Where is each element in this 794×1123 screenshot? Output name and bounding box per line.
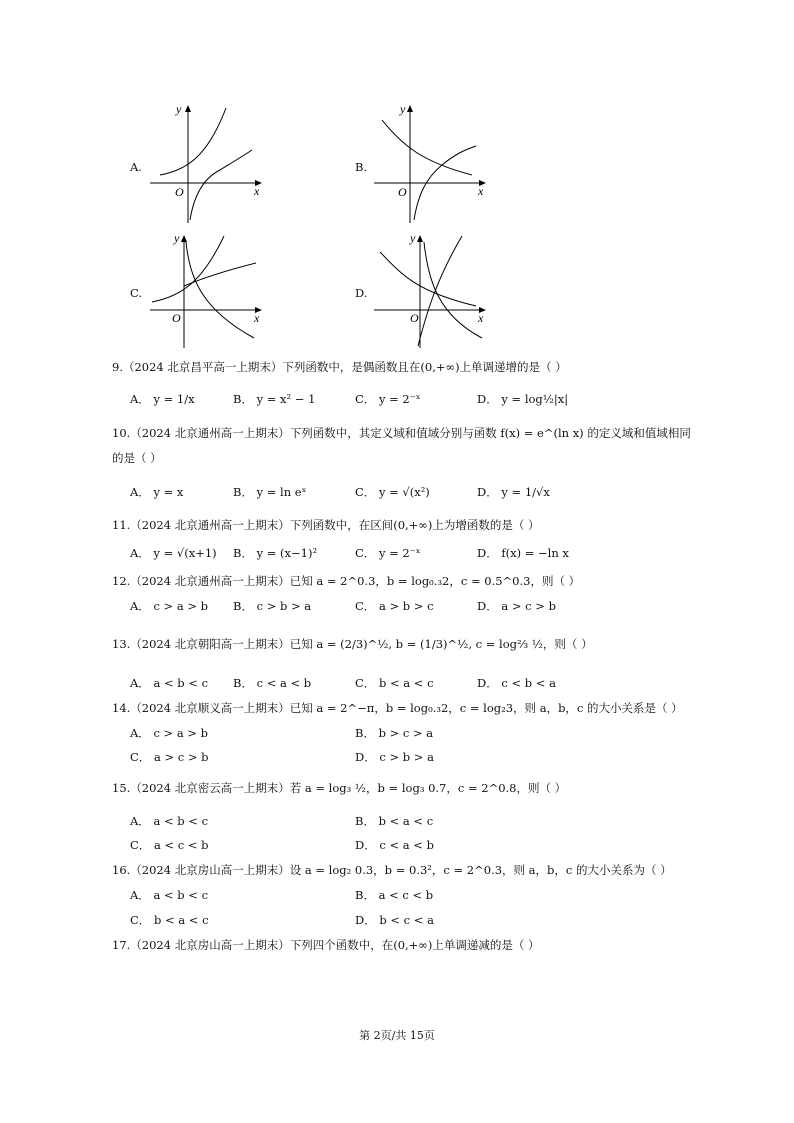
question-9: 9.（2024 北京昌平高一上期末）下列函数中，是偶函数且在(0,+∞)上单调递增的是（ ）: [112, 360, 567, 374]
q14-option-d[interactable]: D． c > b > a: [355, 750, 434, 764]
graph-d: [372, 230, 492, 350]
q14-option-b[interactable]: B． b > c > a: [355, 726, 434, 740]
q10-option-d[interactable]: D． y = 1/√x: [477, 485, 550, 499]
q12-option-c[interactable]: C． a > b > c: [355, 599, 434, 613]
graph-c-x: x: [254, 311, 260, 325]
graph-a-x: x: [254, 184, 260, 198]
question-16: 16.（2024 北京房山高一上期末）设 a = log₂ 0.3，b = 0.3²，c = 2^0.3，则 a，b，c 的大小关系为（ ）: [112, 863, 672, 877]
question-10: 10.（2024 北京通州高一上期末）下列函数中，其定义域和值域分别与函数 f(x) = e^(ln x) 的定义域和值域相同: [112, 426, 691, 440]
page-footer: 第 2页/共 15页: [359, 1029, 435, 1042]
q14-option-c[interactable]: C． a > c > b: [130, 750, 209, 764]
q11-option-a[interactable]: A． y = √(x+1): [130, 546, 217, 560]
graph-a-y: y: [176, 102, 182, 116]
graph-b-label: B.: [355, 160, 368, 174]
q10-option-c[interactable]: C． y = √(x²): [355, 485, 430, 499]
q15-option-d[interactable]: D． c < a < b: [355, 838, 434, 852]
q10-option-a[interactable]: A． y = x: [130, 485, 184, 499]
q11-option-b[interactable]: B． y = (x−1)²: [233, 546, 318, 560]
q13-option-a[interactable]: A． a < b < c: [130, 676, 209, 690]
q11-option-c[interactable]: C． y = 2⁻ˣ: [355, 546, 421, 560]
q14-option-a[interactable]: A． c > a > b: [130, 726, 209, 740]
q16-option-a[interactable]: A． a < b < c: [130, 888, 209, 902]
graph-d-label: D.: [355, 286, 368, 300]
q13-option-b[interactable]: B． c < a < b: [233, 676, 312, 690]
graph-b: [372, 100, 492, 225]
q15-option-b[interactable]: B． b < a < c: [355, 814, 434, 828]
graph-d-y: y: [410, 231, 416, 245]
q9-option-b[interactable]: B． y = x² − 1: [233, 392, 316, 406]
graph-b-o: O: [398, 185, 407, 199]
graph-a-label: A.: [130, 160, 142, 174]
graph-b-y: y: [400, 102, 406, 116]
graph-b-x: x: [478, 184, 484, 198]
graph-c-label: C.: [130, 286, 143, 300]
graph-a: [148, 100, 268, 225]
q12-option-b[interactable]: B． c > b > a: [233, 599, 312, 613]
question-15: 15.（2024 北京密云高一上期末）若 a = log₃ ½，b = log₃ 0.7，c = 2^0.8，则（ ）: [112, 781, 567, 795]
q16-option-c[interactable]: C． b < a < c: [130, 913, 209, 927]
q13-option-c[interactable]: C． b < a < c: [355, 676, 434, 690]
graph-c-y: y: [174, 231, 180, 245]
q9-option-a[interactable]: A． y = 1/x: [130, 392, 195, 406]
q15-option-a[interactable]: A． a < b < c: [130, 814, 209, 828]
question-13: 13.（2024 北京朝阳高一上期末）已知 a = (2/3)^½, b = (1/3)^½, c = log⅔ ½，则（ ）: [112, 637, 593, 651]
q11-option-d[interactable]: D． f(x) = −ln x: [477, 546, 569, 560]
q16-option-b[interactable]: B． a < c < b: [355, 888, 434, 902]
question-11: 11.（2024 北京通州高一上期末）下列函数中，在区间(0,+∞)上为增函数的是（ ）: [112, 518, 540, 532]
graph-c-o: O: [172, 311, 181, 325]
graph-d-x: x: [478, 311, 484, 325]
question-12: 12.（2024 北京通州高一上期末）已知 a = 2^0.3，b = log₀.₃2，c = 0.5^0.3，则（ ）: [112, 574, 581, 588]
q16-option-d[interactable]: D． b < c < a: [355, 913, 434, 927]
graph-a-o: O: [175, 185, 184, 199]
q9-option-c[interactable]: C． y = 2⁻ˣ: [355, 392, 421, 406]
q12-option-d[interactable]: D． a > c > b: [477, 599, 556, 613]
q12-option-a[interactable]: A． c > a > b: [130, 599, 209, 613]
question-17: 17.（2024 北京房山高一上期末）下列四个函数中，在(0,+∞)上单调递减的是（ ）: [112, 938, 540, 952]
graph-d-o: O: [410, 311, 419, 325]
q13-option-d[interactable]: D． c < b < a: [477, 676, 556, 690]
question-14: 14.（2024 北京顺义高一上期末）已知 a = 2^−π，b = log₀.₃2，c = log₂3，则 a，b，c 的大小关系是（ ）: [112, 701, 683, 715]
question-10-cont: 的是（ ）: [112, 451, 162, 465]
q15-option-c[interactable]: C． a < c < b: [130, 838, 209, 852]
q9-option-d[interactable]: D． y = log½|x|: [477, 392, 569, 406]
q10-option-b[interactable]: B． y = ln eˣ: [233, 485, 307, 499]
graph-c: [148, 230, 268, 350]
